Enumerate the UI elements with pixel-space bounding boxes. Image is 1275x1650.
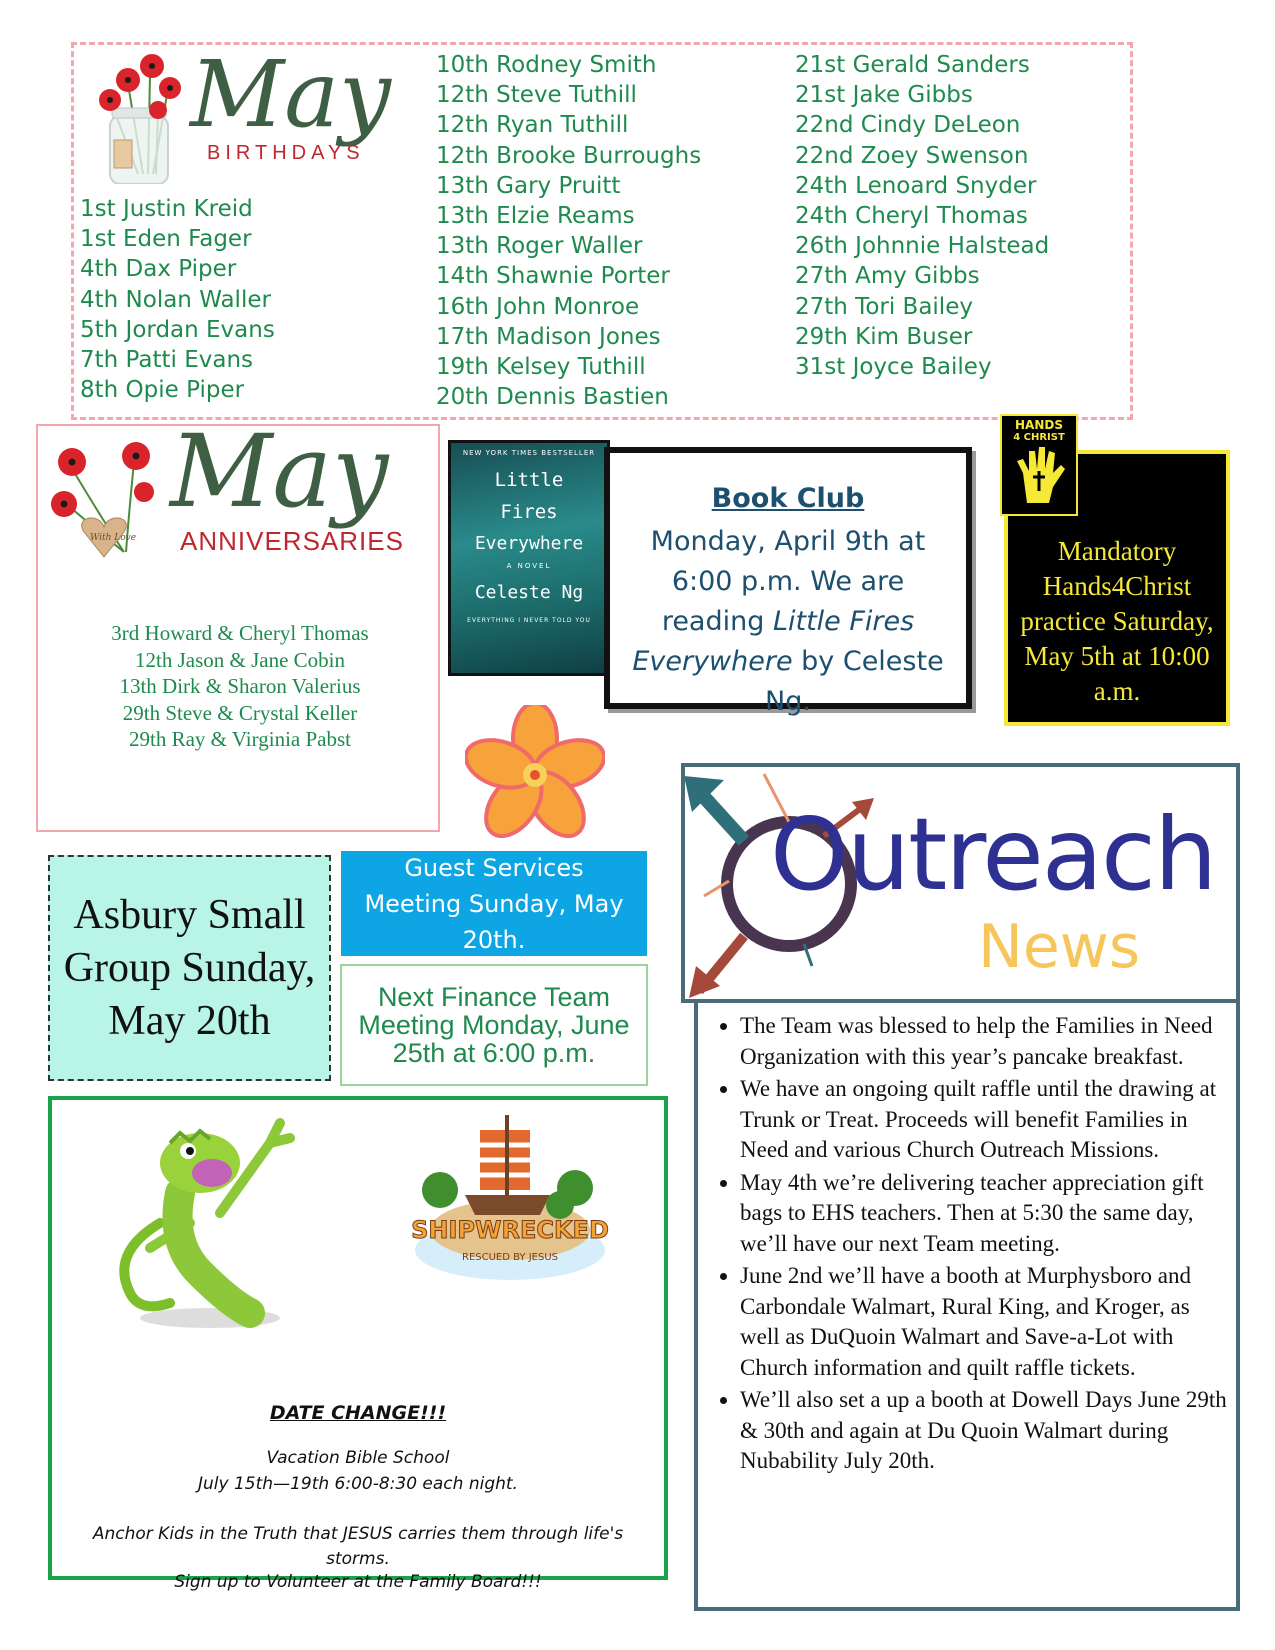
logo-text: HANDS — [1015, 418, 1063, 432]
vbs-title: Vacation Bible School — [266, 1448, 450, 1468]
outreach-news-list — [698, 1011, 1228, 1477]
list-item: • The Team was blessed to help the Families in Need Organization with this year’s pancake breakfast. — [740, 1011, 1228, 1072]
book-title-line: Fires — [500, 501, 558, 523]
guest-services-box — [341, 851, 647, 956]
list-item: 24th Lenoard Snyder — [795, 172, 1037, 199]
list-item: 1st Justin Kreid — [80, 196, 253, 222]
birthdays-subtitle: BIRTHDAYS — [207, 142, 365, 164]
finance-text: Next Finance Team Meeting Monday, June 25th at 6:00 p.m. — [358, 982, 630, 1068]
birthdays-title: May — [190, 41, 392, 148]
birthdays-column-3 — [795, 50, 1049, 382]
list-item: • We have an ongoing quilt raffle until the drawing at Trunk or Treat. Proceeds will benefit Families in Need and various Church Outreach Missions. — [740, 1074, 1228, 1166]
list-item: 14th Shawnie Porter — [436, 263, 670, 290]
list-item: 29th Steve & Crystal Keller — [122, 700, 358, 725]
book-club-heading: Book Club — [711, 483, 865, 514]
shipwrecked-title: SHIPWRECKED — [411, 1216, 609, 1244]
outreach-subtitle: News — [978, 912, 1141, 982]
birthdays-column-2 — [436, 50, 701, 412]
list-item: 17th Madison Jones — [436, 323, 661, 350]
list-item: 4th Dax Piper — [80, 256, 237, 283]
iguana-illustration — [100, 1103, 300, 1333]
small-group-box — [48, 855, 331, 1081]
list-item: 12th Jason & Jane Cobin — [135, 647, 345, 672]
list-item: 13th Gary Pruitt — [436, 172, 621, 199]
list-item: 27th Tori Bailey — [795, 293, 973, 320]
list-item: 10th Rodney Smith — [436, 52, 657, 78]
logo-text: 4 CHRIST — [1013, 432, 1065, 443]
finance-box — [340, 964, 648, 1086]
list-item: 8th Opie Piper — [80, 377, 245, 404]
vbs-dates: July 15th—19th 6:00-8:30 each night. — [198, 1474, 518, 1494]
poppy-heart-illustration — [44, 432, 174, 582]
vbs-volunteer: Sign up to Volunteer at the Family Board!!! — [174, 1572, 542, 1592]
list-item: 29th Ray & Virginia Pabst — [129, 727, 351, 751]
hands4christ-text: Mandatory Hands4Christ practice Saturday, May 5th at 10:00 a.m. — [1020, 536, 1214, 706]
list-item: 7th Patti Evans — [80, 347, 254, 374]
outreach-title: Outreach — [770, 796, 1216, 913]
birthdays-column-1 — [80, 194, 275, 405]
list-item: 29th Kim Buser — [795, 323, 973, 350]
list-item: 22nd Zoey Swenson — [795, 142, 1029, 169]
hands4christ-logo — [1000, 414, 1078, 516]
list-item: 31st Joyce Bailey — [795, 354, 992, 381]
shipwrecked-subtitle: RESCUED BY JESUS — [462, 1252, 558, 1263]
list-item: • June 2nd we’ll have a booth at Murphysboro and Carbondale Walmart, Rural King, and Kroger, as well as DuQuoin Walmart and Save-a-Lot with Church information and quilt raffle tickets. — [740, 1261, 1228, 1383]
book-author: Celeste Ng — [474, 582, 584, 603]
list-item: 3rd Howard & Cheryl Thomas — [111, 621, 369, 645]
list-item: 13th Elzie Reams — [436, 203, 635, 230]
book-club-box — [604, 447, 972, 717]
list-item: 21st Jake Gibbs — [795, 82, 973, 109]
list-item: 19th Kelsey Tuthill — [436, 354, 646, 381]
list-item: 12th Steve Tuthill — [436, 82, 637, 109]
guest-services-text: Guest Services Meeting Sunday, May 20th. — [364, 853, 624, 954]
list-item: 20th Dennis Bastien — [436, 384, 669, 411]
vbs-date-change: DATE CHANGE!!! — [269, 1402, 447, 1424]
list-item: • We’ll also set a up a booth at Dowell Days June 29th & 30th and again at Du Quoin Walmart during Nubability July 20th. — [740, 1385, 1228, 1477]
list-item: 4th Nolan Waller — [80, 286, 271, 313]
book-badge: NEW YORK TIMES BESTSELLER — [462, 449, 596, 457]
book-club-details: Monday, April 9th at 6:00 p.m. We are reading — [650, 526, 926, 637]
list-item: 27th Amy Gibbs — [795, 263, 980, 290]
svg-text:With Love: With Love — [90, 533, 137, 543]
list-item: 26th Johnnie Halstead — [795, 233, 1050, 260]
list-item: 12th Brooke Burroughs — [436, 142, 702, 169]
list-item: • May 4th we’re delivering teacher appreciation gift bags to EHS teachers. Then at 5:30 the same day, we’ll have our next Team meeting. — [740, 1168, 1228, 1260]
hand-icon — [1009, 443, 1069, 505]
plumeria-flower-icon — [465, 705, 605, 845]
book-club-text — [620, 522, 956, 722]
book-club-book-title: Little Fires Everywhere — [632, 606, 915, 677]
small-group-text: Asbury Small Group Sunday, May 20th — [63, 891, 316, 1044]
list-item: 24th Cheryl Thomas — [795, 203, 1028, 230]
list-item: 16th John Monroe — [436, 293, 640, 320]
anniversaries-subtitle: ANNIVERSARIES — [180, 526, 404, 556]
book-title-line: Little — [494, 469, 564, 491]
list-item: 21st Gerald Sanders — [795, 52, 1030, 78]
list-item: 12th Ryan Tuthill — [436, 112, 629, 139]
list-item: 5th Jordan Evans — [80, 316, 275, 343]
list-item: 1st Eden Fager — [80, 226, 252, 253]
outreach-news-box — [694, 1003, 1240, 1611]
book-novel: A NOVEL — [506, 562, 552, 570]
flower-jar-illustration — [88, 44, 188, 184]
list-item: 13th Dirk & Sharon Valerius — [119, 674, 361, 698]
book-cover — [448, 440, 610, 676]
book-footer: EVERYTHING I NEVER TOLD YOU — [467, 617, 591, 624]
list-item: 22nd Cindy DeLeon — [795, 112, 1021, 139]
shipwrecked-logo — [410, 1110, 610, 1285]
book-club-author: by Celeste Ng. — [765, 646, 944, 717]
book-title-line: Everywhere — [474, 533, 584, 554]
anniversaries-title: May — [170, 413, 389, 530]
list-item: 13th Roger Waller — [436, 233, 643, 260]
vbs-theme: Anchor Kids in the Truth that JESUS carries them through life's storms. — [92, 1524, 624, 1569]
anniversaries-list — [40, 620, 440, 753]
